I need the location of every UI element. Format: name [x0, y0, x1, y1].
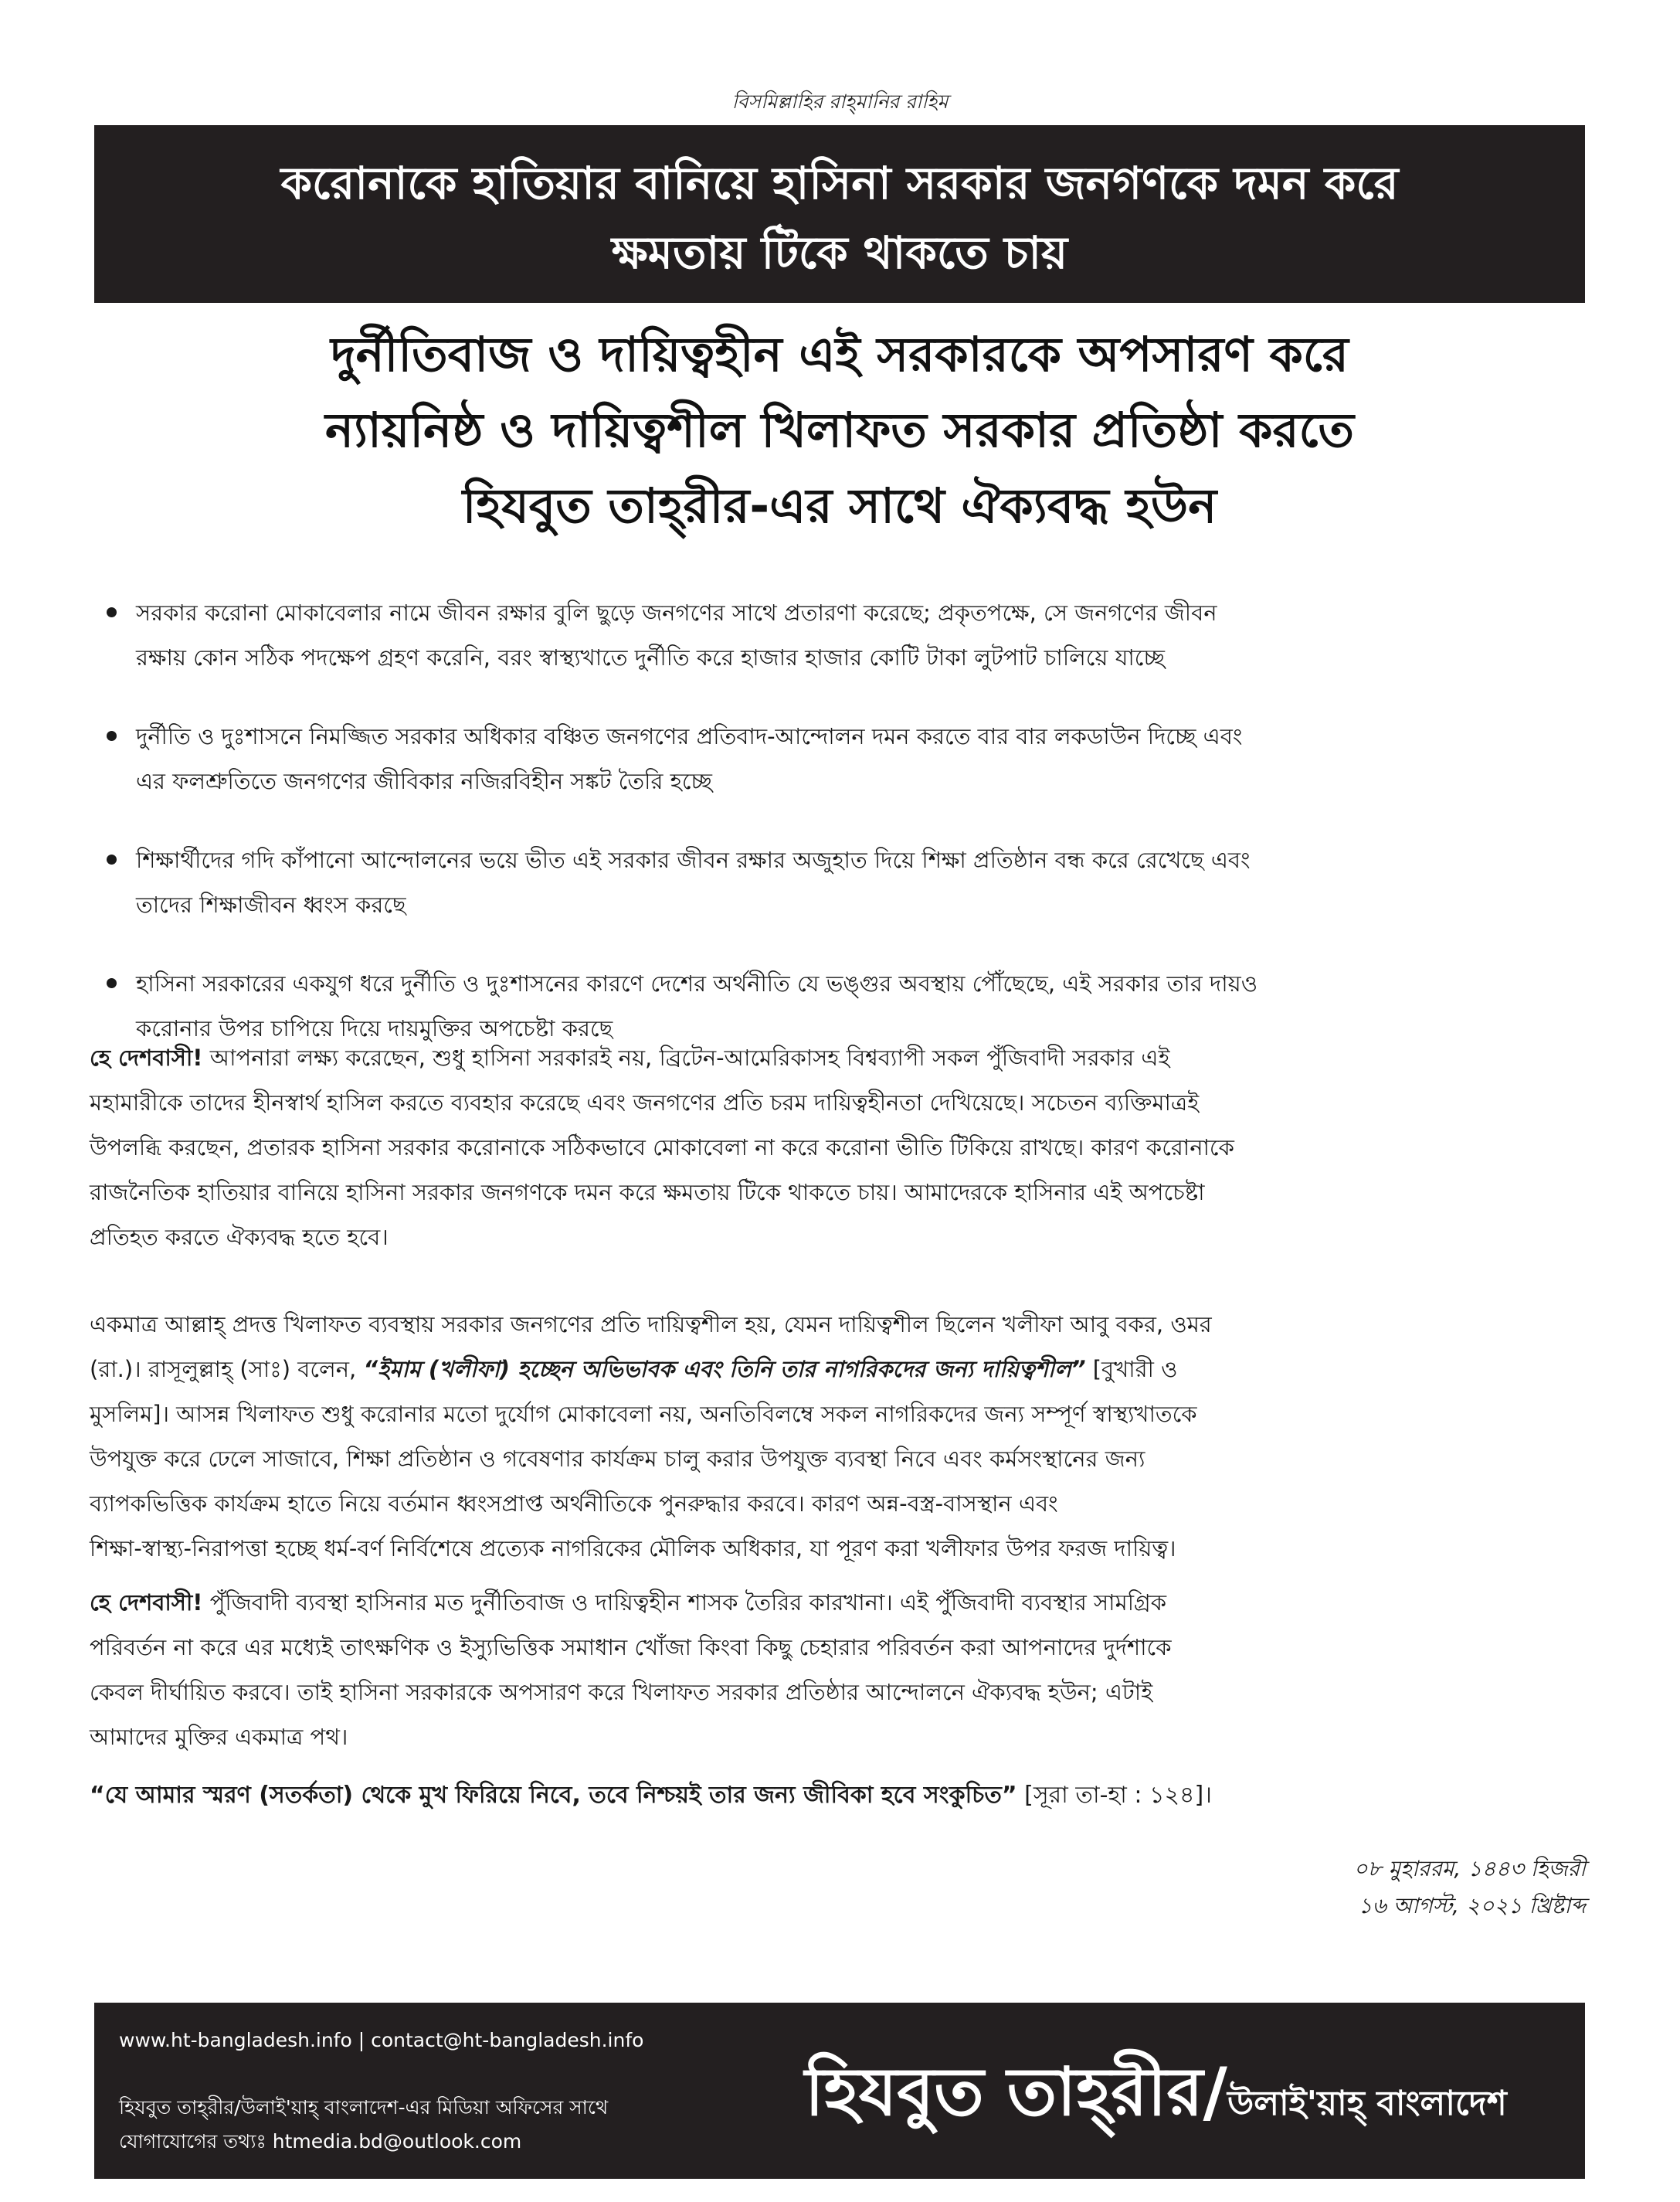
paragraph-text: পুঁজিবাদী ব্যবস্থা হাসিনার মত দুর্নীতিবাজ ও দায়িত্বহীন শাসক তৈরির কারখানা। এই পুঁজিবাদী ব্যবস্থার সামগ্রিক	[202, 1589, 1166, 1616]
paragraph-text: [বুখারী ও	[1085, 1356, 1178, 1382]
bullet-item	[100, 714, 1583, 804]
paragraph-line	[90, 1580, 1166, 1625]
footer-contact: www.ht-bangladesh.info | contact@ht-bangladesh.info	[119, 2029, 644, 2051]
bullet-item	[100, 590, 1583, 680]
paragraph-line: উপযুক্ত করে ঢেলে সাজাবে, শিক্ষা প্রতিষ্ঠান ও গবেষণার কার্যক্রম চালু করার উপযুক্ত ব্যবস্থা নিবে এবং কর্মসংস্থানের জন্য	[90, 1446, 1145, 1472]
paragraph-lead: হে দেশবাসী!	[90, 1045, 203, 1071]
paragraph-appeal	[90, 1035, 1590, 1259]
bullet-line: সরকার করোনা মোকাবেলার নামে জীবন রক্ষার বুলি ছুড়ে জনগণের সাথে প্রতারণা করেছে; প্রকৃতপক্ষে, সে জনগণের জীবন	[136, 600, 1217, 626]
paragraph-line: মহামারীকে তাদের হীনস্বার্থ হাসিল করতে ব্যবহার করেছে এবং জনগণের প্রতি চরম দায়িত্বহীনতা দেখিয়েছে। সচেতন ব্যক্তিমাত্রই	[90, 1089, 1200, 1116]
hadith-quote: “ইমাম (খলীফা) হচ্ছেন অভিভাবক এবং তিনি তার নাগরিকদের জন্য দায়িত্বশীল”	[363, 1356, 1086, 1382]
title-line: করোনাকে হাতিয়ার বানিয়ে হাসিনা সরকার জনগণকে দমন করে	[280, 157, 1399, 209]
paragraph-line: ব্যাপকভিত্তিক কার্যক্রম হাতে নিয়ে বর্তমান ধ্বংসপ্রাপ্ত অর্থনীতিকে পুনরুদ্ধার করবে। কারণ অন্ন-বস্ত্র-বাসস্থান এবং	[90, 1490, 1058, 1517]
date-block	[1353, 1850, 1586, 1925]
paragraph-line: প্রতিহত করতে ঐক্যবদ্ধ হতে হবে।	[90, 1224, 389, 1250]
bullet-line: রক্ষায় কোন সঠিক পদক্ষেপ গ্রহণ করেনি, বরং স্বাস্থ্যখাতে দুর্নীতি করে হাজার হাজার কোটি টাকা লুটপাট চালিয়ে যাচ্ছে	[136, 644, 1165, 671]
bullet-dot-icon	[107, 731, 117, 741]
bullet-item	[100, 838, 1583, 927]
paragraph-line: শিক্ষা-স্বাস্থ্য-নিরাপত্তা হচ্ছে ধর্ম-বর্ণ নির্বিশেষে প্রত্যেক নাগরিকের মৌলিক অধিকার, যা পূরণ করা খলীফার উপর ফরজ দায়িত্ব।	[90, 1535, 1176, 1561]
paragraph-line: আমাদের মুক্তির একমাত্র পথ।	[90, 1724, 348, 1750]
bullet-dot-icon	[107, 607, 117, 617]
paragraph-line: পরিবর্তন না করে এর মধ্যেই তাৎক্ষণিক ও ইস্যুভিত্তিক সমাধান খোঁজা কিংবা কিছু চেহারার পরিবর্তন করা আপনাদের দুর্দশাকে	[90, 1634, 1172, 1660]
gregorian-date: ১৬ আগস্ট, ২০২১ খ্রিষ্টাব্দ	[1358, 1893, 1586, 1918]
paragraph-khilafah	[90, 1302, 1590, 1571]
organization-logo	[805, 2041, 1507, 2152]
bullet-dot-icon	[107, 978, 117, 988]
paragraph-line	[90, 1035, 1170, 1080]
bullet-line: এর ফলশ্রুতিতে জনগণের জীবিকার নজিরবিহীন সঙ্কট তৈরি হচ্ছে	[136, 768, 712, 794]
bullet-line: হাসিনা সরকারের একযুগ ধরে দুর্নীতি ও দুঃশাসনের কারণে দেশের অর্থনীতি যে ভঙ্গুর অবস্থায় পৌঁছেছে, এই সরকার তার দায়ও	[136, 970, 1258, 997]
title-banner	[94, 125, 1585, 303]
paragraph-text: আপনারা লক্ষ্য করেছেন, শুধু হাসিনা সরকারই নয়, ব্রিটেন-আমেরিকাসহ বিশ্বব্যাপী সকল পুঁজিবাদী সরকার এই	[202, 1045, 1170, 1071]
paragraph-line	[90, 1347, 1177, 1392]
quote-reference: [সূরা তা-হা : ১২৪]।	[1016, 1782, 1212, 1809]
bullet-line: দুর্নীতি ও দুঃশাসনে নিমজ্জিত সরকার অধিকার বঞ্চিত জনগণের প্রতিবাদ-আন্দোলন দমন করতে বার বার লকডাউন দিচ্ছে এবং	[136, 723, 1243, 749]
quran-quote	[90, 1773, 1212, 1818]
bismillah-text: বিসমিল্লাহির রাহ্‌মানির রাহিম	[731, 90, 949, 113]
subheading-line: ন্যায়নিষ্ঠ ও দায়িত্বশীল খিলাফত সরকার প্রতিষ্ঠা করতে	[324, 402, 1355, 458]
paragraph-line: উপলব্ধি করছেন, প্রতারক হাসিনা সরকার করোনাকে সঠিকভাবে মোকাবেলা না করে করোনা ভীতি টিকিয়ে রাখছে। কারণ করোনাকে	[90, 1134, 1234, 1160]
bullet-line: করোনার উপর চাপিয়ে দিয়ে দায়মুক্তির অপচেষ্টা করছে	[136, 1015, 613, 1042]
bullet-line: শিক্ষার্থীদের গদি কাঁপানো আন্দোলনের ভয়ে ভীত এই সরকার জীবন রক্ষার অজুহাত দিয়ে শিক্ষা প্রতিষ্ঠান বন্ধ করে রেখেছে এবং	[136, 847, 1251, 873]
brand-name: হিযবুত তাহ্‌রীর	[805, 2054, 1203, 2131]
bullet-list	[100, 590, 1583, 1085]
footer-banner	[94, 2003, 1585, 2179]
subheading-line: দুর্নীতিবাজ ও দায়িত্বহীন এই সরকারকে অপসারণ করে	[331, 326, 1349, 382]
paragraph-lead: হে দেশবাসী!	[90, 1589, 203, 1616]
paragraph-call	[90, 1580, 1590, 1759]
paragraph-text: (রা.)। রাসূলুল্লাহ্‌ (সাঃ) বলেন,	[90, 1356, 364, 1382]
title-line: ক্ষমতায় টিকে থাকতে চায়	[611, 226, 1068, 279]
brand-subtitle: উলাই'য়াহ্‌ বাংলাদেশ	[1227, 2084, 1507, 2123]
paragraph-line: মুসলিম]। আসন্ন খিলাফত শুধু করোনার মতো দুর্যোগ মোকাবেলা নয়, অনতিবিলম্বে সকল নাগরিকদের জন্য সম্পূর্ণ স্বাস্থ্যখাতকে	[90, 1401, 1197, 1427]
brand-slash: /	[1203, 2054, 1227, 2131]
footer-media-line: হিযবুত তাহ্‌রীর/উলাই'য়াহ্‌ বাংলাদেশ-এর মিডিয়া অফিসের সাথে	[119, 2096, 609, 2119]
subheading-line: হিযবুত তাহ্‌রীর-এর সাথে ঐক্যবদ্ধ হউন	[462, 477, 1217, 534]
quote-text: “যে আমার স্মরণ (সতর্কতা) থেকে মুখ ফিরিয়ে নিবে, তবে নিশ্চয়ই তার জন্য জীবিকা হবে সংকুচিত”	[90, 1782, 1017, 1809]
bullet-line: তাদের শিক্ষাজীবন ধ্বংস করছে	[136, 892, 406, 918]
bullet-dot-icon	[107, 855, 117, 865]
footer-media-line: যোগাযোগের তথ্যঃ htmedia.bd@outlook.com	[119, 2130, 522, 2153]
subheading	[94, 317, 1585, 544]
paragraph-line: কেবল দীর্ঘায়িত করবে। তাই হাসিনা সরকারকে অপসারণ করে খিলাফত সরকার প্রতিষ্ঠার আন্দোলনে ঐক্যবদ্ধ হউন; এটাই	[90, 1679, 1153, 1705]
hijri-date: ০৮ মুহাররম, ১৪৪৩ হিজরী	[1353, 1856, 1586, 1881]
paragraph-line: একমাত্র আল্লাহ্‌ প্রদত্ত খিলাফত ব্যবস্থায় সরকার জনগণের প্রতি দায়িত্বশীল হয়, যেমন দায়িত্বশীল ছিলেন খলীফা আবু বকর, ওমর	[90, 1311, 1212, 1337]
paragraph-line: রাজনৈতিক হাতিয়ার বানিয়ে হাসিনা সরকার জনগণকে দমন করে ক্ষমতায় টিকে থাকতে চায়। আমাদেরকে হাসিনার এই অপচেষ্টা	[90, 1179, 1205, 1205]
